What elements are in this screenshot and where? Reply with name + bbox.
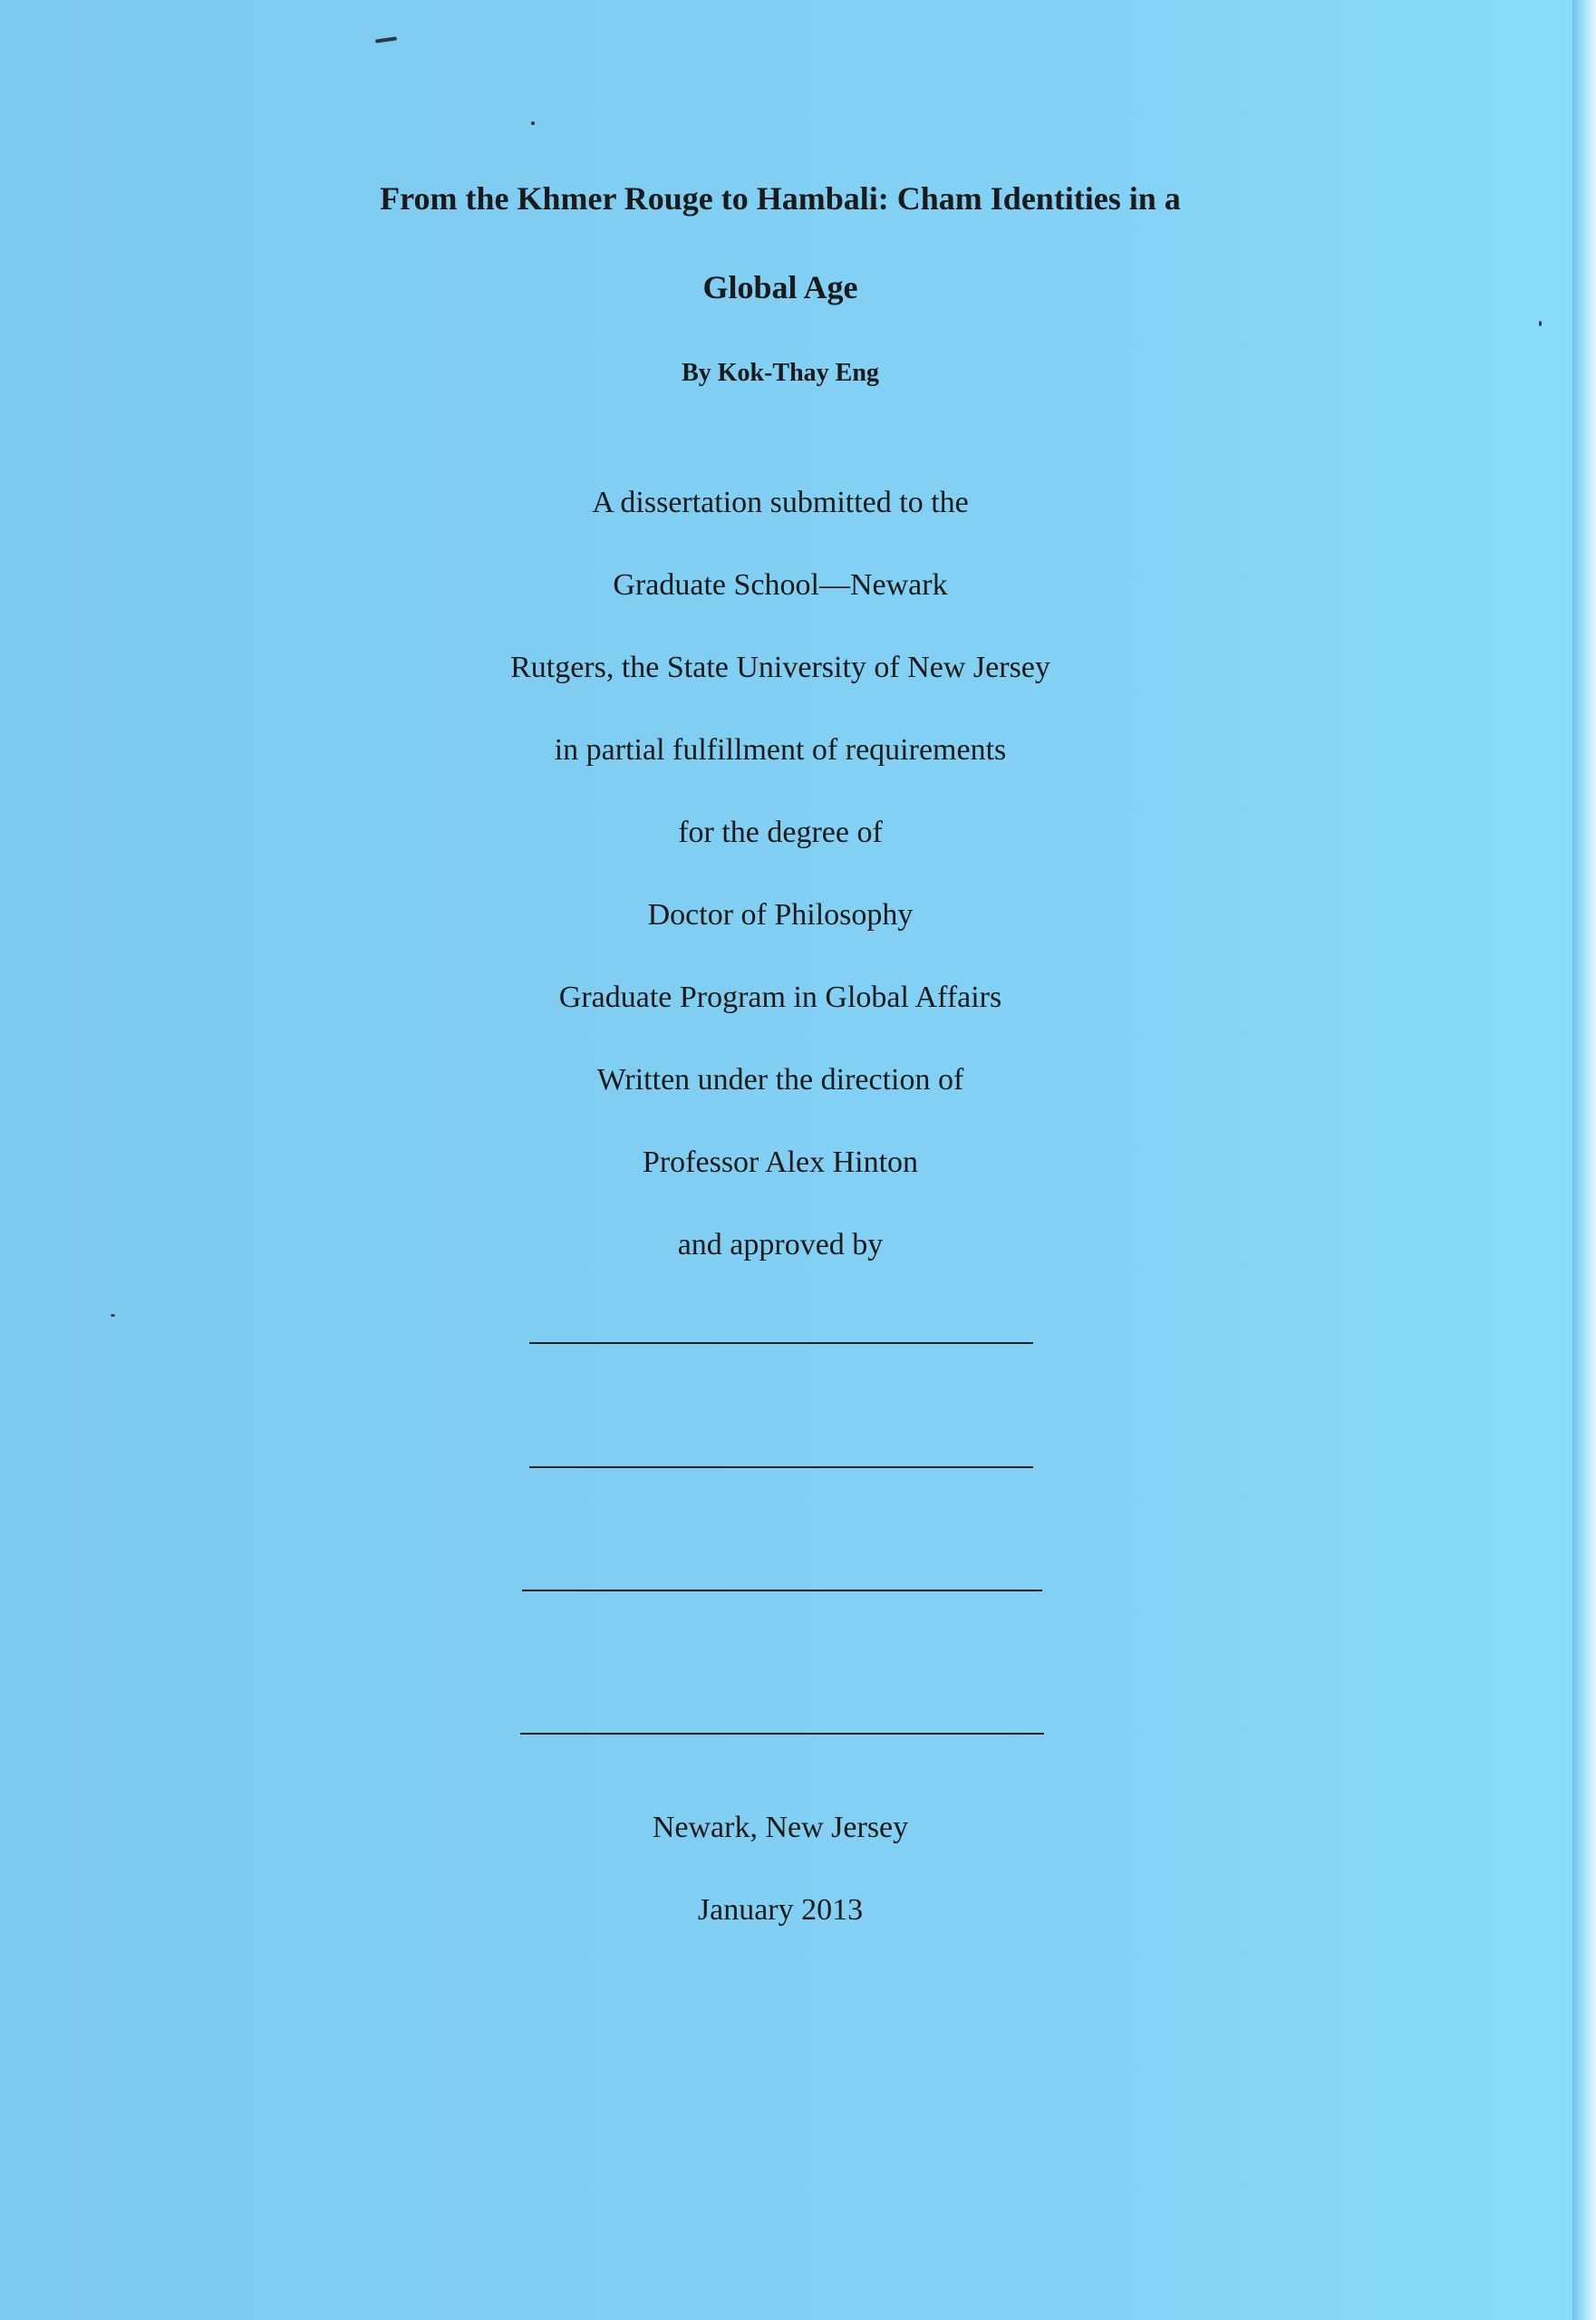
page-edge: [1572, 0, 1596, 2320]
author-byline: By Kok-Thay Eng: [682, 359, 879, 387]
statement-line: for the degree of: [678, 816, 883, 849]
signature-line: [529, 1342, 1033, 1344]
statement-line: Graduate Program in Global Affairs: [558, 981, 1002, 1014]
location: Newark, New Jersey: [652, 1811, 909, 1844]
dissertation-title-line-2: Global Age: [702, 269, 858, 305]
statement-line: and approved by: [677, 1228, 884, 1262]
signature-line: [529, 1466, 1033, 1468]
signature-line: [522, 1590, 1042, 1591]
statement-line: in partial fulfillment of requirements: [554, 733, 1007, 767]
statement-line: A dissertation submitted to the: [592, 486, 969, 519]
dissertation-title-line-1: From the Khmer Rouge to Hambali: Cham Identities in a: [380, 180, 1181, 217]
statement-line: Professor Alex Hinton: [642, 1146, 919, 1179]
statement-line: Doctor of Philosophy: [647, 898, 914, 932]
statement-line: Rutgers, the State University of New Jersey: [510, 651, 1050, 684]
scan-speck: [531, 121, 535, 125]
statement-line: Graduate School—Newark: [613, 568, 948, 602]
statement-line: Written under the direction of: [596, 1063, 964, 1097]
scan-speck: [1539, 321, 1542, 326]
signature-line: [520, 1733, 1044, 1735]
submission-date: January 2013: [697, 1893, 864, 1927]
scan-speck: [111, 1314, 115, 1317]
